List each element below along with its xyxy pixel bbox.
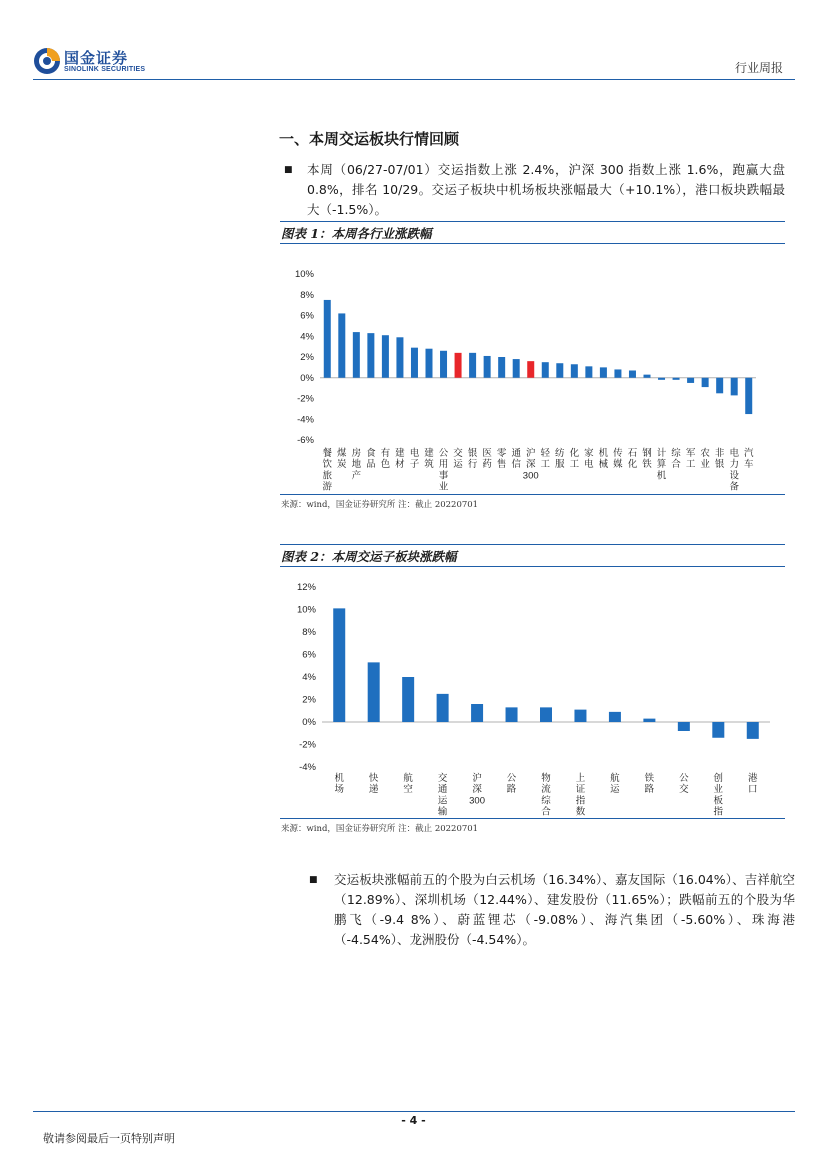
x-tick-label: 快递 (368, 773, 379, 796)
x-tick-label: 房地产 (351, 448, 362, 482)
summary-paragraph: 本周（06/27-07/01）交运指数上涨 2.4%，沪深 300 指数上涨 1.6%，跑赢大盘 0.8%，排名 10/29。交运子板块中机场板块涨幅最大（+10.1%），港口板块跌幅最大（-1.5%）。 (307, 162, 785, 217)
x-tick-label: 电力设备 (729, 448, 739, 493)
bar (600, 367, 607, 377)
figure2-bottom-rule (280, 818, 785, 819)
bar (678, 722, 690, 731)
bar (702, 378, 709, 387)
x-tick-label: 物流综合 (541, 773, 551, 818)
bar (745, 378, 752, 414)
x-tick-label: 有色 (380, 448, 391, 471)
x-tick-label: 非银 (714, 448, 725, 471)
x-tick-label: 餐饮旅游 (322, 448, 333, 493)
x-tick-label: 机械 (598, 448, 609, 471)
x-tick-label: 公用事业 (438, 448, 449, 493)
bar (440, 351, 447, 378)
bar (629, 370, 636, 377)
y-tick-label: 6% (300, 310, 314, 322)
bar (333, 608, 345, 722)
bar (368, 662, 380, 722)
bar (498, 357, 505, 378)
bullet-icon: ■ (284, 165, 293, 175)
x-tick-label: 钢铁 (642, 448, 652, 471)
x-tick-label: 轻工 (540, 448, 551, 471)
footer-divider (33, 1111, 795, 1112)
figure1-title: 图表 1：本周各行业涨跌幅 (281, 226, 432, 241)
transport-subsector-chart (280, 578, 785, 818)
y-tick-label: 2% (302, 694, 316, 706)
figure1-title-rule (280, 243, 785, 244)
y-tick-label: 10% (296, 604, 316, 616)
bar (437, 694, 449, 722)
bar (731, 378, 738, 396)
bar (687, 378, 694, 383)
x-tick-label: 医药 (482, 448, 492, 471)
figure2-title-rule (280, 566, 785, 567)
bar (673, 378, 680, 380)
x-tick-label: 化工 (569, 448, 580, 471)
page-number: - 4 - (401, 1114, 426, 1127)
y-tick-label: -6% (297, 435, 314, 446)
header-divider (33, 79, 795, 80)
x-tick-label: 沪深 300 (469, 773, 486, 807)
bar (540, 707, 552, 722)
logo-text-cn: 国金证券 (64, 49, 129, 67)
bar (644, 375, 651, 378)
logo-icon (33, 47, 61, 75)
bar (411, 348, 418, 378)
bar (471, 704, 483, 722)
y-tick-label: 2% (300, 352, 314, 363)
y-tick-label: 0% (300, 372, 314, 384)
x-tick-label: 煤炭 (337, 448, 347, 471)
bar (367, 333, 374, 378)
x-tick-label: 家电 (584, 448, 594, 471)
top-stocks-paragraph: 交运板块涨幅前五的个股为白云机场（16.34%）、嘉友国际（16.04%）、吉祥航空（12.89%）、深圳机场（12.44%）、建发股份（11.65%）；跌幅前五的个股为华鹏飞（-9.4 8%）、蔚蓝锂芯（-9.08%）、海汽集团（-5.60%）、珠海港（-4.54%）、龙洲股份（-4.54%）。 (334, 872, 795, 947)
y-tick-label: -4% (299, 762, 316, 773)
bar (484, 356, 491, 378)
logo-text-en: SINOLINK SECURITIES (64, 66, 146, 73)
bar (574, 710, 586, 722)
x-tick-label: 交运 (453, 448, 463, 471)
figure2-top-rule (280, 544, 785, 545)
x-tick-label: 传媒 (613, 448, 623, 471)
bar (469, 353, 476, 378)
y-tick-label: 10% (294, 269, 314, 280)
x-tick-label: 电子 (409, 448, 420, 471)
x-tick-label: 交通运输 (437, 773, 448, 818)
bar (513, 359, 520, 378)
bar (338, 313, 345, 377)
x-tick-label: 综合 (671, 448, 681, 471)
x-tick-label: 石化 (627, 448, 638, 471)
y-tick-label: -4% (297, 414, 314, 426)
x-tick-label: 计算机 (656, 448, 667, 482)
section-title: 一、本周交运板块行情回顾 (279, 130, 460, 148)
bar (556, 363, 563, 378)
bar (506, 707, 518, 722)
bullet-icon: ■ (309, 875, 318, 885)
x-tick-label: 军工 (685, 448, 696, 471)
x-tick-label: 食品 (366, 448, 376, 471)
x-tick-label: 零售 (496, 448, 507, 471)
x-tick-label: 上证指数 (575, 773, 586, 818)
bar (571, 364, 578, 377)
y-tick-label: 4% (300, 331, 314, 343)
y-tick-label: 6% (302, 649, 316, 661)
bar (527, 361, 534, 378)
x-tick-label: 建材 (395, 448, 405, 471)
x-tick-label: 创业板指 (713, 773, 724, 818)
x-tick-label: 纺服 (555, 448, 565, 471)
bar (609, 712, 621, 722)
x-tick-label: 银行 (467, 448, 478, 471)
bar (402, 677, 414, 722)
industry-returns-chart (280, 262, 785, 494)
bar (353, 332, 360, 378)
bar (324, 300, 331, 378)
bar (542, 362, 549, 378)
bar (455, 353, 462, 378)
x-tick-label: 铁路 (644, 773, 655, 796)
bar (396, 337, 403, 377)
x-tick-label: 建筑 (424, 448, 434, 471)
y-tick-label: 8% (300, 289, 314, 301)
bar (747, 722, 759, 739)
x-tick-label: 汽车 (743, 448, 754, 471)
x-tick-label: 航空 (403, 773, 413, 796)
bar (712, 722, 724, 738)
bar (658, 378, 665, 380)
bar (614, 369, 621, 377)
footer-disclaimer: 敬请参阅最后一页特别声明 (43, 1132, 175, 1145)
x-tick-label: 通信 (511, 448, 521, 471)
bar (585, 366, 592, 377)
y-tick-label: 0% (302, 717, 316, 728)
bar (382, 335, 389, 378)
bar (643, 719, 655, 722)
figure2-title: 图表 2：本周交运子板块涨跌幅 (281, 549, 457, 564)
x-tick-label: 沪深 300 (522, 448, 539, 482)
y-tick-label: 8% (302, 627, 316, 638)
y-tick-label: 4% (302, 672, 316, 683)
bar (716, 378, 723, 394)
x-tick-label: 航运 (610, 773, 620, 796)
y-tick-label: -2% (297, 393, 314, 405)
x-tick-label: 公交 (679, 773, 689, 796)
report-type: 行业周报 (734, 61, 783, 75)
bar (426, 349, 433, 378)
x-tick-label: 机场 (334, 773, 344, 796)
x-tick-label: 港口 (748, 773, 758, 796)
y-tick-label: 12% (296, 582, 316, 593)
figure2-source: 来源：wind，国金证券研究所 注：截止 20220701 (281, 824, 479, 834)
figure1-top-rule (280, 221, 785, 222)
figure1-bottom-rule (280, 494, 785, 495)
y-tick-label: -2% (299, 739, 316, 751)
figure1-source: 来源：wind，国金证券研究所 注：截止 20220701 (281, 500, 479, 510)
x-tick-label: 公路 (506, 773, 517, 796)
x-tick-label: 农业 (700, 448, 710, 471)
